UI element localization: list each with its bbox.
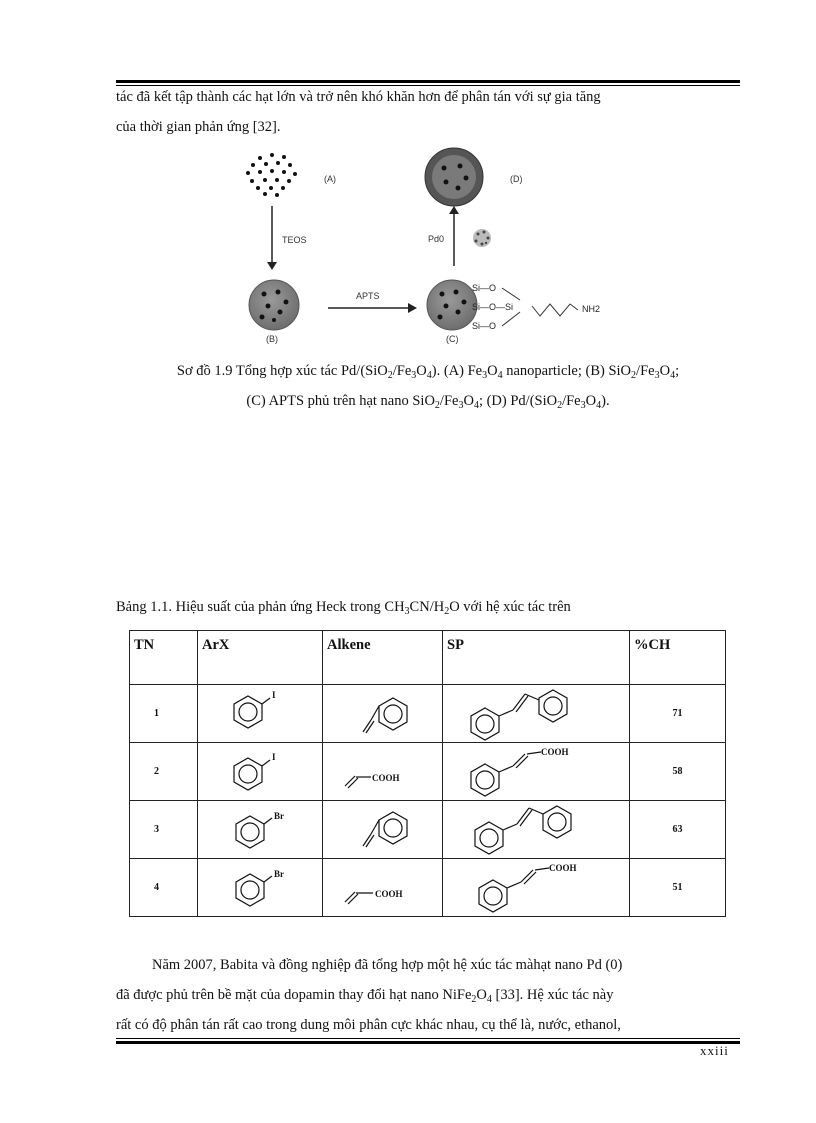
row-tn: 1: [130, 685, 198, 743]
body-line-2: đã được phủ trên bề mặt của dopamin thay đổi hạt nano $NiFe_2O_4$ [33]. Hệ xúc tác này: [116, 987, 614, 1005]
alkene-structure: [323, 685, 443, 743]
row-tn: 2: [130, 743, 198, 801]
halogen-label: Br: [274, 869, 284, 879]
footer-rule-thick: [116, 1041, 740, 1044]
carboxyl-label: COOH: [372, 773, 400, 783]
alkene-structure: [323, 743, 443, 801]
aryl-halide-structure: [198, 743, 323, 801]
aryl-halide-structure: [198, 801, 323, 859]
product-structure: [443, 743, 630, 801]
table-header-row: [130, 631, 726, 685]
scheme-caption-line-1: Sơ đồ 1.9 Tổng hợp xúc tác $Pd/(SiO_2/Fe_3O_4)$. (A) $Fe_3O_4$ nanoparticle; (B) $SiO_2/Fe_3O_4$;: [176, 363, 680, 381]
scheme-caption-line-2: (C) APTS phủ trên hạt nano $SiO_2/Fe_3O_4$; (D) $Pd/(SiO_2/Fe_3O_4)$.: [246, 393, 610, 411]
row-ch: 51: [630, 859, 726, 917]
fe3o4-nanoparticle-cluster: [246, 153, 297, 197]
apts-label: APTS: [356, 291, 380, 301]
body-paragraph: [116, 950, 740, 1040]
aryl-halide-structure: [198, 685, 323, 743]
alkene-structure: [323, 859, 443, 917]
halogen-label: Br: [274, 811, 284, 821]
intro-text: [116, 82, 740, 142]
col-sp: SP: [443, 631, 630, 685]
si-o-si: Si—O—Si: [472, 302, 514, 312]
pd-coated-sphere: [425, 148, 483, 206]
row-ch: 63: [630, 801, 726, 859]
row-tn: 4: [130, 859, 198, 917]
label-a: (A): [324, 174, 336, 184]
footer-rule-thin: [116, 1038, 740, 1039]
table-row: [130, 685, 726, 743]
propyl-chain: [532, 304, 578, 316]
amine-group: NH2: [582, 304, 601, 314]
sio2-fe3o4-sphere: [249, 280, 299, 330]
col-arx: ArX: [198, 631, 323, 685]
table-row: [130, 743, 726, 801]
col-tn: TN: [130, 631, 198, 685]
label-b: (B): [266, 334, 278, 344]
col-ch: %CH: [630, 631, 726, 685]
pd-particle-cloud: [473, 229, 491, 247]
synthesis-scheme: [220, 144, 620, 344]
intro-line-2: của thời gian phản ứng [32].: [116, 119, 281, 135]
si-o-top: Si—O: [472, 283, 497, 293]
row-tn: 3: [130, 801, 198, 859]
table-row: [130, 859, 726, 917]
pd0-label: Pd0: [428, 234, 445, 244]
aryl-halide-structure: [198, 859, 323, 917]
scheme-caption: [100, 356, 756, 416]
table-caption: Bảng 1.1. Hiệu suất của phản ứng Heck trong $CH_3CN/H_2O$ với hệ xúc tác trên: [116, 599, 571, 617]
table-row: [130, 801, 726, 859]
teos-label: TEOS: [282, 235, 307, 245]
product-structure: [443, 801, 630, 859]
body-line-1: Năm 2007, Babita và đồng nghiệp đã tổng hợp một hệ xúc tác màhạt nano Pd (0): [152, 957, 623, 973]
alkene-structure: [323, 801, 443, 859]
page-number: xxiii: [700, 1043, 729, 1058]
col-alkene: Alkene: [323, 631, 443, 685]
row-ch: 58: [630, 743, 726, 801]
apts-coated-sphere: [427, 280, 477, 330]
product-structure: [443, 859, 630, 917]
halogen-label: I: [272, 752, 276, 762]
label-d: (D): [510, 174, 523, 184]
heck-yield-table: [129, 630, 726, 917]
row-ch: 71: [630, 685, 726, 743]
intro-line-1: tác đã kết tập thành các hạt lớn và trở nên khó khăn hơn để phân tán với sự gia tăng: [116, 89, 601, 105]
body-line-3: rất có độ phân tán rất cao trong dung môi phân cực khác nhau, cụ thể là, nước, ethanol,: [116, 1017, 621, 1033]
si-o-bottom: Si—O: [472, 321, 497, 331]
carboxyl-label: COOH: [541, 747, 569, 757]
carboxyl-label: COOH: [375, 889, 403, 899]
label-c: (C): [446, 334, 459, 344]
product-structure: [443, 685, 630, 743]
halogen-label: I: [272, 690, 276, 700]
carboxyl-label: COOH: [549, 863, 577, 873]
